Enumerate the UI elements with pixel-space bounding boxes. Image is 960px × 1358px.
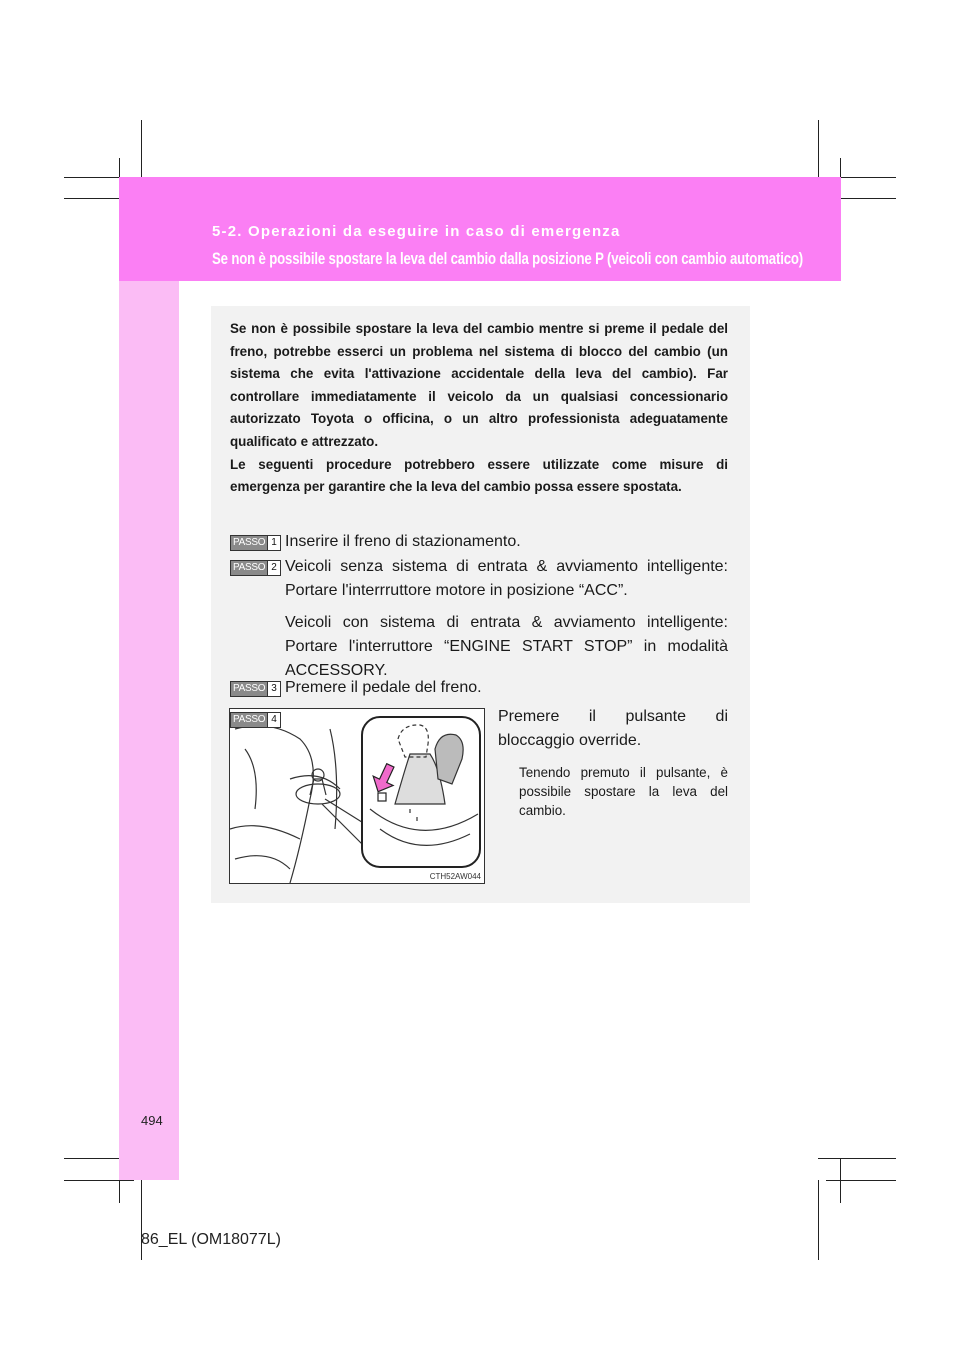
shift-lever-drawing	[230, 709, 484, 883]
step-badge: PASSO 4	[230, 712, 281, 728]
step-3-text: Premere il pedale del freno.	[285, 679, 482, 696]
step-2-text: Veicoli senza sistema di entrata & avviamento intelligente: Portare l'interrruttore motore in posizione “ACC”. Veicoli con sistema di entrata & avviamento intelligente: Portare l'interruttore “ENGINE START STOP” in modalità ACCESSORY.	[285, 558, 728, 679]
crop-mark	[826, 1180, 896, 1181]
step-badge: PASSO 3	[230, 681, 281, 697]
section-title: 5-2. Operazioni da eseguire in caso di emergenza	[212, 223, 621, 240]
step-4-note: Tenendo premuto il pulsante, è possibile spostare la leva del cambio.	[519, 765, 728, 818]
step-badge: PASSO 1	[230, 535, 281, 551]
crop-mark	[64, 1180, 134, 1181]
step-4-text: Premere il pulsante di bloccaggio override.	[498, 708, 728, 749]
intro-text	[230, 318, 728, 499]
shift-lever-override-illustration	[229, 708, 485, 884]
crop-mark	[818, 1180, 819, 1260]
page-subtitle: Se non è possibile spostare la leva del cambio dalla posizione P (veicoli con cambio automatico)	[212, 250, 804, 268]
document-code: 86_EL (OM18077L)	[141, 1231, 281, 1248]
intro-paragraph: Se non è possibile spostare la leva del cambio mentre si preme il pedale del freno, potrebbe esserci un problema nel sistema di blocco del cambio (un sistema che evita l'attivazione accidentale della leva del cambio). Far controllare immediatamente il veicolo da un qualsiasi concessionario autorizzato Toyota o officina, o un altro professionista adeguatamente qualificato e attrezzato.	[230, 321, 728, 449]
step-badge: PASSO 2	[230, 560, 281, 576]
page-number: 494	[141, 1113, 163, 1128]
step-1-text: Inserire il freno di stazionamento.	[285, 533, 521, 550]
page-sidebar	[119, 177, 179, 1180]
intro-paragraph: Le seguenti procedure potrebbero essere utilizzate come misure di emergenza per garantire che la leva del cambio possa essere spostata.	[230, 456, 728, 495]
crop-mark	[818, 1158, 896, 1159]
illustration-code: CTH52AW044	[429, 872, 481, 881]
